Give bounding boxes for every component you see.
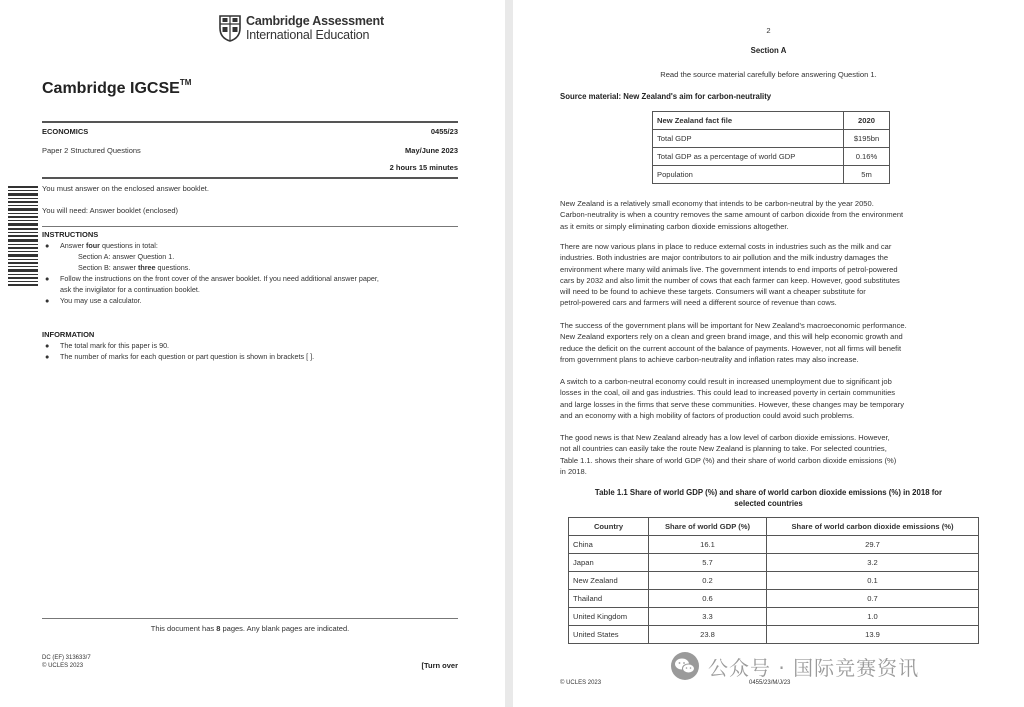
table-cell: 29.7	[767, 536, 979, 554]
table-row	[569, 554, 979, 572]
question-page	[513, 0, 1024, 707]
document-code: 0455/23/M/J/23	[749, 680, 791, 686]
table-cell: 5.7	[649, 554, 767, 572]
table-row	[569, 608, 979, 626]
table-cell: 0.6	[649, 590, 767, 608]
table-header-row	[569, 518, 979, 536]
paragraph-line: reduce the deficit on the current account of the balance of payments. However, not all firms will benefit	[560, 343, 902, 353]
table-cell: Total GDP as a percentage of world GDP	[653, 148, 844, 166]
paragraph	[560, 376, 988, 421]
paragraph-line: Table 1.1. shows their share of world GDP (%) and their share of world carbon dioxide emissions (%)	[560, 455, 897, 465]
divider	[42, 121, 458, 123]
table-header: New Zealand fact file	[653, 112, 844, 130]
table-cell: Japan	[569, 554, 649, 572]
instructions-heading: INSTRUCTIONS	[42, 230, 99, 239]
list-item: Section A: answer Question 1.	[78, 252, 175, 261]
list-item: ask the invigilator for a continuation booklet.	[60, 285, 200, 294]
cambridge-crest-icon	[218, 14, 242, 42]
paragraph-line: petrol-powered cars and farmers will need a different source of revenue than cows.	[560, 298, 837, 308]
table-cell: 23.8	[649, 626, 767, 644]
table-caption-line-2: selected countries	[734, 499, 803, 508]
table-header-row	[653, 112, 890, 130]
paragraph-line: New Zealand exporters rely on a clean and green brand image, and this will help economic growth and	[560, 332, 903, 342]
paragraph-line: cars by 2032 and also limit the number of cows that each farmer can keep. However, good substitutes	[560, 275, 900, 285]
paragraph-line: from government plans to achieve carbon-neutrality and inflation rates may also increase.	[560, 354, 859, 364]
table-header: 2020	[844, 112, 890, 130]
table-cell: 5m	[844, 166, 890, 184]
table-row	[569, 572, 979, 590]
list-item: Section B: answer three questions.	[78, 263, 191, 272]
table-cell: 0.2	[649, 572, 767, 590]
turn-over: [Turn over	[421, 661, 458, 670]
subject-label: ECONOMICS	[42, 127, 89, 136]
instructions-list	[42, 240, 379, 306]
table-row	[653, 166, 890, 184]
section-heading: Section A	[750, 46, 787, 55]
list-item: ● Follow the instructions on the front cover of the answer booklet. If you need additional answer paper,	[45, 274, 379, 283]
table-cell: Thailand	[569, 590, 649, 608]
paragraph-line: not all countries can easily take the route New Zealand is planning to take. For selected countries,	[560, 444, 887, 454]
paragraph-line: environment where many wild animals live. The government intends to end imports of petrol-powered	[560, 264, 898, 274]
paragraph-line: There are now various plans in place to reduce external costs in industries such as the milk and car	[560, 242, 892, 251]
qualification-title: Cambridge IGCSE™	[42, 78, 192, 97]
table-cell: New Zealand	[569, 572, 649, 590]
copyright: © UCLES 2023	[560, 680, 602, 686]
paragraph-line: industries. Both industries are major contributors to air pollution and the milk industry damages the	[560, 253, 889, 263]
page-count-note: This document has 8 pages. Any blank pages are indicated.	[150, 624, 350, 633]
list-item: ● You may use a calculator.	[45, 296, 142, 305]
table-row	[653, 130, 890, 148]
table-cell: 0.16%	[844, 148, 890, 166]
divider	[42, 177, 458, 179]
paragraph-line: Carbon-neutrality is when a country removes the same amount of carbon dioxide from the environment	[560, 210, 904, 220]
wechat-watermark	[670, 648, 919, 684]
table-cell: 3.2	[767, 554, 979, 572]
paragraph	[560, 198, 988, 232]
wechat-icon	[670, 651, 700, 681]
table-header: Share of world carbon dioxide emissions (%)	[767, 518, 979, 536]
table-cell: United States	[569, 626, 649, 644]
paragraph-line: The good news is that New Zealand already has a low level of carbon dioxide emissions. However,	[560, 433, 890, 442]
table-row	[569, 626, 979, 644]
table-cell: United Kingdom	[569, 608, 649, 626]
table-cell: 1.0	[767, 608, 979, 626]
copyright: © UCLES 2023	[42, 663, 84, 669]
table-row	[653, 148, 890, 166]
paper-name: Paper 2 Structured Questions	[42, 146, 141, 155]
paragraph-line: losses in the coal, oil and gas industries. This could lead to increased poverty in certain communities	[560, 388, 896, 398]
divider	[42, 618, 458, 619]
page-number: 2	[766, 26, 771, 35]
divider	[42, 226, 458, 227]
paragraph	[560, 432, 988, 477]
exam-duration: 2 hours 15 minutes	[389, 163, 458, 172]
information-heading: INFORMATION	[42, 330, 95, 339]
paper-code: 0455/23	[430, 127, 458, 136]
document-code: DC (EF) 313633/7	[42, 655, 91, 661]
paragraph-line: in 2018.	[560, 466, 587, 476]
table-cell: 0.1	[767, 572, 979, 590]
table-cell: Total GDP	[653, 130, 844, 148]
cover-page	[0, 0, 505, 707]
logo-line-1: Cambridge Assessment	[246, 14, 384, 28]
table-cell: 0.7	[767, 590, 979, 608]
table-cell: 3.3	[649, 608, 767, 626]
paragraph-line: and large losses in the firms that serve these communities. However, these changes may be temporary	[560, 399, 904, 409]
table-header: Country	[569, 518, 649, 536]
information-list	[42, 340, 314, 362]
exam-session: May/June 2023	[405, 146, 458, 155]
barcode-icon	[8, 186, 38, 286]
table-header: Share of world GDP (%)	[649, 518, 767, 536]
table-row	[569, 590, 979, 608]
table-cell: Population	[653, 166, 844, 184]
answer-note: You must answer on the enclosed answer booklet.	[42, 184, 209, 193]
list-item: ● The total mark for this paper is 90.	[45, 341, 170, 350]
source-heading: Source material: New Zealand's aim for carbon-neutrality	[560, 92, 772, 101]
paragraph	[560, 241, 988, 309]
table-row	[569, 536, 979, 554]
fact-file-table	[652, 111, 890, 184]
paragraph-line: will need to be found to achieve these targets. Consumers will want a cheaper substitute for	[560, 287, 866, 297]
list-item: ● The number of marks for each question or part question is shown in brackets [ ].	[45, 352, 315, 361]
table-caption-line-1: Table 1.1 Share of world GDP (%) and share of world carbon dioxide emissions (%) in 2018 for	[594, 488, 943, 497]
paragraph-line: and an economy with a high mobility of factors of production could avoid such problems.	[560, 410, 855, 420]
you-will-need: You will need: Answer booklet (enclosed)	[42, 206, 179, 215]
read-instruction: Read the source material carefully before answering Question 1.	[660, 70, 877, 79]
logo-line-2: International Education	[246, 28, 370, 42]
watermark-text: 公众号 · 国际竞赛资讯	[708, 655, 920, 680]
list-item: ● Answer four questions in total:	[45, 241, 158, 250]
table-cell: 16.1	[649, 536, 767, 554]
paragraph-line: as it emits or simply eliminating carbon dioxide emissions altogether.	[560, 221, 789, 231]
paragraph-line: A switch to a carbon-neutral economy could result in increased unemployment due to significant job	[560, 377, 892, 386]
table-cell: China	[569, 536, 649, 554]
emissions-table	[568, 517, 979, 644]
cambridge-logo	[218, 14, 383, 44]
table-cell: 13.9	[767, 626, 979, 644]
paragraph	[560, 320, 988, 365]
paragraph-line: The success of the government plans will be important for New Zealand's macroeconomic performance.	[560, 321, 907, 330]
table-cell: $195bn	[844, 130, 890, 148]
paragraph-line: New Zealand is a relatively small economy that intends to be carbon-neutral by the year 2050.	[560, 199, 874, 208]
